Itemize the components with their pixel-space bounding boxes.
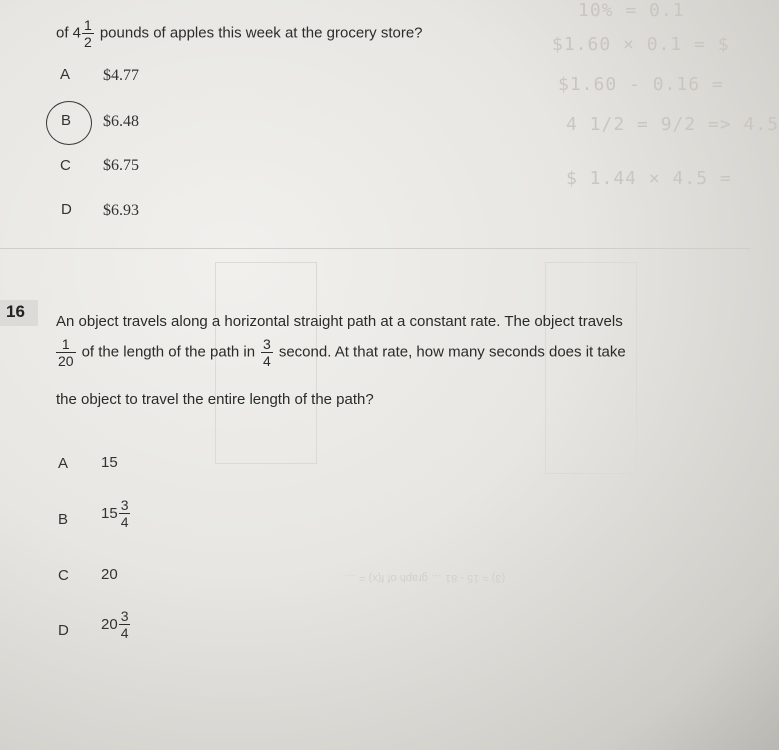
choice-letter-a[interactable]: A bbox=[60, 66, 71, 83]
choice-value-c: $6.75 bbox=[103, 157, 139, 174]
question-16-line-1: An object travels along a horizontal straight path at a constant rate. The object travels bbox=[56, 313, 623, 330]
handwritten-note: $1.60 - 0.16 = bbox=[558, 74, 724, 95]
question-15-stem: of 4 $\frac{1}{2}$ pounds of apples this week at the grocery store? bbox=[56, 17, 423, 50]
handwritten-note: 10% = 0.1 bbox=[578, 0, 685, 21]
choice-value-c: 20 bbox=[101, 566, 118, 583]
choice-value-b: 15 $\frac{3}{4}$ bbox=[101, 497, 129, 530]
choice-value-a: 15 bbox=[101, 454, 118, 471]
choice-value-a: $4.77 bbox=[103, 67, 139, 84]
choice-letter-d[interactable]: D bbox=[58, 622, 69, 639]
fraction: $\frac{1}{20}$ bbox=[58, 336, 74, 369]
choice-letter-c[interactable]: C bbox=[58, 567, 69, 584]
bleed-through-text: (3) = 15 - 81 … graph of f(x) = … bbox=[345, 572, 506, 584]
bleed-through-box bbox=[545, 262, 637, 474]
fraction: $\frac{3}{4}$ bbox=[120, 497, 129, 530]
choice-value-d: $6.93 bbox=[103, 202, 139, 219]
choice-letter-b[interactable]: B bbox=[61, 112, 72, 129]
choice-letter-d[interactable]: D bbox=[61, 201, 72, 218]
divider bbox=[0, 248, 750, 249]
choice-value-b: $6.48 bbox=[103, 113, 139, 130]
fraction: $\frac{3}{4}$ bbox=[120, 608, 129, 641]
choice-value-d: 20 $\frac{3}{4}$ bbox=[101, 608, 129, 641]
handwritten-note: 4 1/2 = 9/2 => 4.5 bbox=[566, 114, 779, 135]
handwritten-note: $ 1.44 × 4.5 = bbox=[566, 168, 732, 189]
choice-letter-b[interactable]: B bbox=[58, 511, 69, 528]
fraction: $\frac{1}{2}$ bbox=[84, 17, 92, 50]
fraction: $\frac{3}{4}$ bbox=[263, 336, 271, 369]
handwritten-note: $1.60 × 0.1 = $ bbox=[552, 34, 730, 55]
choice-letter-a[interactable]: A bbox=[58, 455, 69, 472]
choice-letter-c[interactable]: C bbox=[60, 157, 71, 174]
question-number: 16 bbox=[6, 302, 25, 321]
question-16-line-2: $\frac{1}{20}$ of the length of the path in $\frac{3}{4}$ second. At that rate, how many seconds does it take bbox=[58, 336, 626, 369]
question-16-line-3: the object to travel the entire length of the path? bbox=[56, 391, 374, 408]
